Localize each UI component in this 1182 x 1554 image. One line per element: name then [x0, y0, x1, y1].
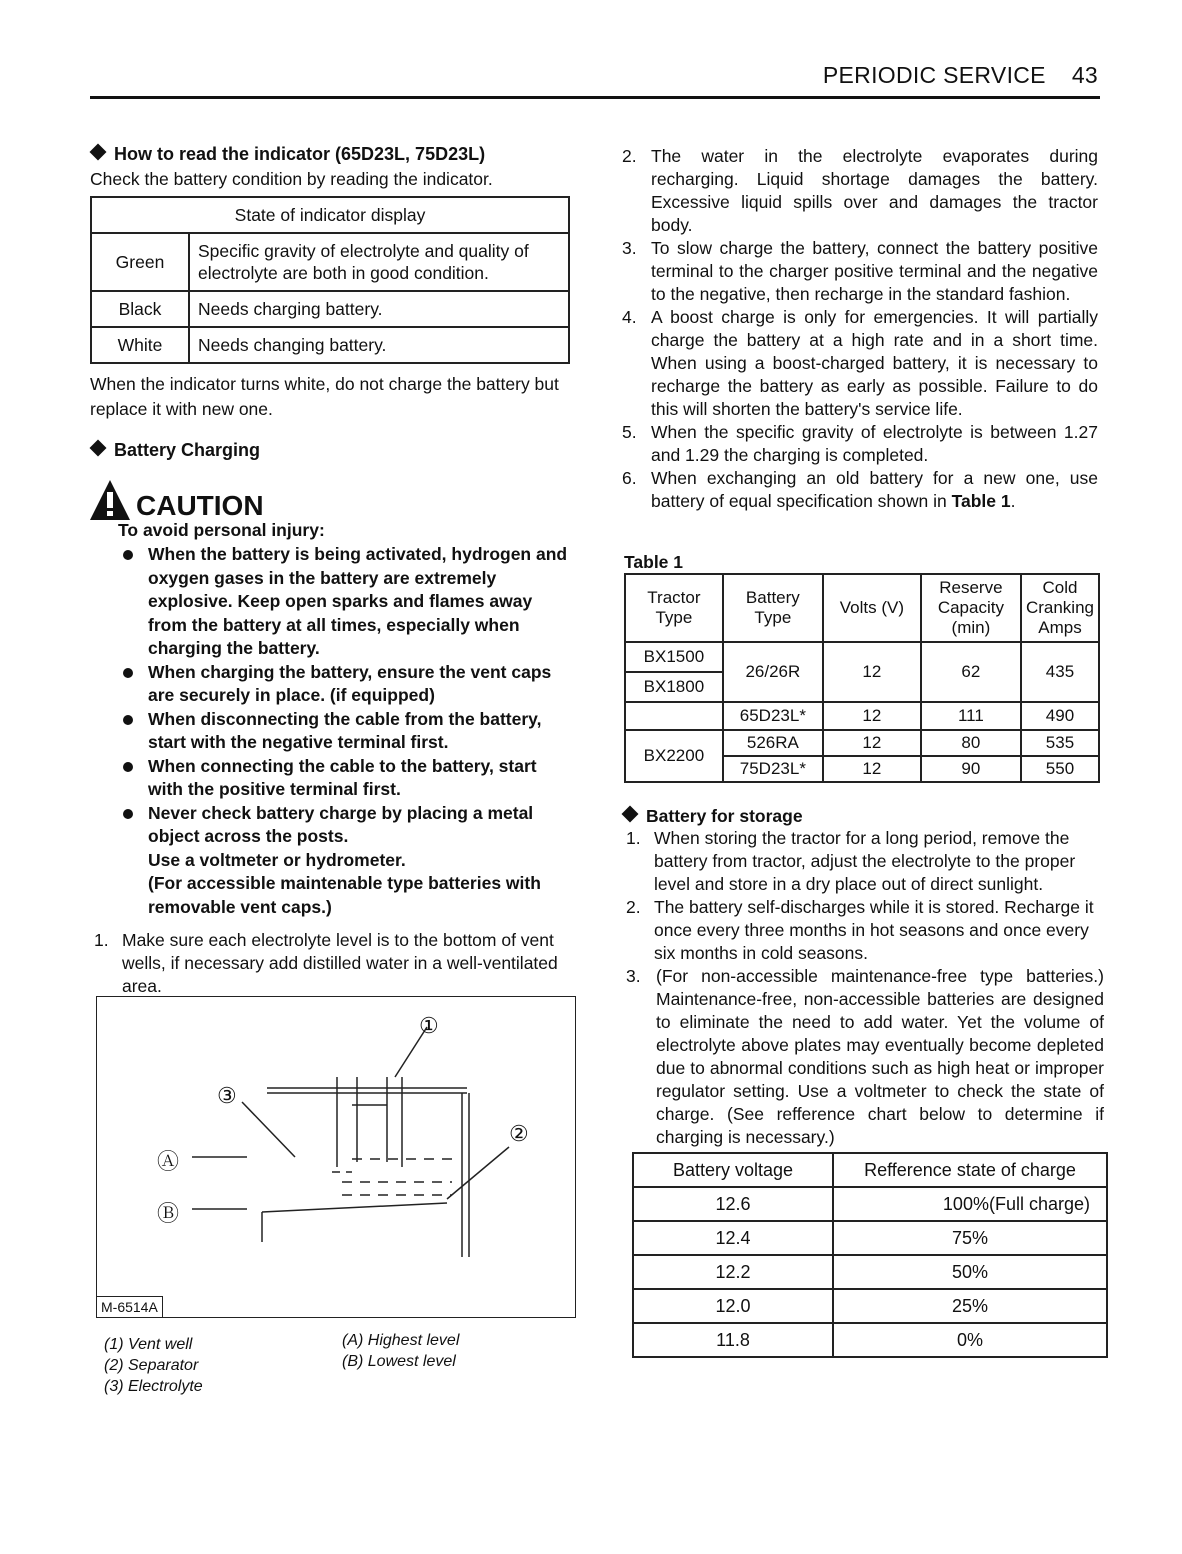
list-item: [148, 802, 570, 920]
step-number: 1.: [94, 930, 109, 950]
list-item: [622, 237, 1098, 306]
figure-code: M-6514A: [97, 1296, 163, 1317]
column-header: Volts (V): [823, 574, 921, 642]
page-header: [823, 62, 1098, 89]
battery-figure: [96, 996, 576, 1318]
volts: 12: [823, 702, 921, 730]
volts: 12: [823, 756, 921, 782]
list-item: [622, 145, 1098, 237]
step-text: A boost charge is only for emergencies. It will partially charge the battery at a high rate and in a short time. When using a boost-charged battery, it is necessary to recharge the battery as early as possible. Failure to do this will shorten the battery's service life.: [651, 307, 1098, 419]
volts: 12: [823, 730, 921, 756]
table-row: [633, 1255, 1107, 1289]
column-header: Reserve Capacity (min): [921, 574, 1021, 642]
caution-label: CAUTION: [136, 490, 264, 521]
callout-3: ③: [217, 1083, 237, 1108]
list-item: [626, 827, 1104, 896]
reserve-capacity: 80: [921, 730, 1021, 756]
step-number: 3.: [626, 966, 641, 986]
callout-1: ①: [419, 1013, 439, 1038]
table-ref: Table 1: [951, 491, 1011, 511]
cold-cranking: 535: [1021, 730, 1099, 756]
column-header: Cold Cranking Amps: [1021, 574, 1099, 642]
charge-state: 25%: [833, 1289, 1107, 1323]
step-number: 2.: [626, 897, 641, 917]
indicator-table: [90, 196, 570, 364]
tractor-cell: [625, 677, 723, 730]
bullet-extra: Use a voltmeter or hydrometer.: [148, 849, 406, 870]
indicator-heading: [90, 144, 485, 165]
battery-voltage: 12.0: [633, 1289, 833, 1323]
storage-steps: [626, 827, 1104, 1149]
callout-b: Ⓑ: [157, 1201, 180, 1226]
callout-2: ②: [509, 1121, 529, 1146]
indicator-desc: Needs charging battery.: [189, 291, 569, 327]
diamond-icon: [90, 144, 107, 161]
table-row: [633, 1289, 1107, 1323]
list-item: [622, 421, 1098, 467]
callout-a: Ⓐ: [157, 1149, 180, 1174]
indicator-color: Green: [91, 233, 189, 291]
indicator-desc: Specific gravity of electrolyte and quality of electrolyte are both in good condition.: [189, 233, 569, 291]
reserve-capacity: 62: [921, 642, 1021, 702]
caption: (3) Electrolyte: [104, 1378, 203, 1395]
column-header: Battery voltage: [633, 1153, 833, 1187]
charging-heading: [90, 440, 260, 461]
tractor-type: BX1800: [643, 677, 705, 696]
step-text: When the specific gravity of electrolyte is between 1.27 and 1.29 the charging is completed.: [651, 422, 1098, 465]
indicator-color: Black: [91, 291, 189, 327]
cold-cranking: 550: [1021, 756, 1099, 782]
section-title: PERIODIC SERVICE: [822, 62, 1046, 88]
indicator-note: When the indicator turns white, do not charge the battery but replace it with new one.: [90, 374, 559, 419]
charge-state: 50%: [833, 1255, 1107, 1289]
table-row: [91, 327, 569, 363]
list-item: When the battery is being activated, hydrogen and oxygen gases in the battery are extremely explosive. Keep open sparks and flames away from the battery at all times, especially when charging the battery.: [148, 543, 570, 661]
battery-type: 526RA: [723, 730, 823, 756]
charge-state-table: [632, 1152, 1108, 1358]
battery-voltage: 12.2: [633, 1255, 833, 1289]
table1-title: Table 1: [624, 552, 684, 572]
list-item: When charging the battery, ensure the vent caps are securely in place. (if equipped): [148, 661, 570, 708]
step-text: Make sure each electrolyte level is to the bottom of vent wells, if necessary add distilled water in a well-ventilated area.: [122, 930, 558, 996]
header-rule: [90, 96, 1100, 99]
list-item: [626, 965, 1104, 1149]
table-header-row: [625, 574, 1099, 642]
bullet-extra: (For accessible maintenable type batteries with removable vent caps.): [148, 873, 541, 917]
table-row: [91, 291, 569, 327]
step-number: 3.: [622, 238, 637, 258]
table1: [624, 573, 1100, 783]
step-number: 6.: [622, 468, 637, 488]
column-header: Refference state of charge: [833, 1153, 1107, 1187]
storage-title: Battery for storage: [646, 806, 803, 826]
page-number: 43: [1071, 62, 1098, 88]
table-header-row: [633, 1153, 1107, 1187]
caption: (2) Separator: [104, 1357, 199, 1374]
cold-cranking: 435: [1021, 642, 1099, 702]
battery-voltage: 12.4: [633, 1221, 833, 1255]
figure-captions-left: [104, 1334, 203, 1397]
column-header: Battery Type: [723, 574, 823, 642]
table-row: [625, 702, 1099, 730]
step-number: 2.: [622, 146, 637, 166]
charge-state: 100%(Full charge): [833, 1187, 1107, 1221]
storage-heading: [622, 806, 803, 827]
caption: (A) Highest level: [342, 1332, 460, 1349]
reserve-capacity: 90: [921, 756, 1021, 782]
list-item: When connecting the cable to the battery, start with the positive terminal first.: [148, 755, 570, 802]
step-text: (For non-accessible maintenance-free type batteries.) Maintenance-free, non-accessible batteries are designed to eliminate the need to add water. Yet the volume of electrolyte above plates may eventually become depleted due to abnormal conditions such as high heat or improper regulator setting. Use a voltmeter to check the state of charge. (See refference chart below to determine if charging is necessary.): [656, 966, 1104, 1147]
table-row: [633, 1187, 1107, 1221]
charging-title: Battery Charging: [114, 440, 261, 460]
table-row: [633, 1221, 1107, 1255]
figure-captions-right: [342, 1330, 459, 1372]
cold-cranking: 490: [1021, 702, 1099, 730]
table-row: [625, 730, 1099, 756]
table-row: [91, 233, 569, 291]
diamond-icon: [622, 806, 639, 823]
battery-type: 75D23L*: [723, 756, 823, 782]
tractor-type: BX1500: [626, 643, 722, 673]
indicator-intro: Check the battery condition by reading the indicator.: [90, 169, 493, 189]
indicator-color: White: [91, 327, 189, 363]
caution-intro: To avoid personal injury:: [118, 520, 325, 540]
table-row: [633, 1323, 1107, 1357]
list-item: [622, 467, 1098, 513]
indicator-table-header: State of indicator display: [91, 197, 569, 233]
volts: 12: [823, 642, 921, 702]
caption: (B) Lowest level: [342, 1353, 456, 1370]
tractor-type: BX2200: [625, 730, 723, 782]
caption: (1) Vent well: [104, 1336, 193, 1353]
caution-list: [148, 543, 570, 919]
step-number: 1.: [626, 828, 641, 848]
warning-icon: [88, 478, 132, 522]
charge-state: 0%: [833, 1323, 1107, 1357]
list-item: [622, 306, 1098, 421]
battery-voltage: 12.6: [633, 1187, 833, 1221]
bullet-text: Never check battery charge by placing a metal object across the posts.: [148, 802, 534, 846]
battery-type: 65D23L*: [723, 702, 823, 730]
step-text: When exchanging an old battery for a new one, use battery of equal specification shown in: [651, 468, 1098, 511]
step-text: .: [1010, 491, 1016, 511]
indicator-desc: Needs changing battery.: [189, 327, 569, 363]
reserve-capacity: 111: [921, 702, 1021, 730]
list-item: [626, 896, 1104, 965]
step-text: The battery self-discharges while it is stored. Recharge it once every three months in hot seasons and once every six months in cold seasons.: [654, 897, 1094, 963]
step-number: 5.: [622, 422, 637, 442]
right-steps: [622, 145, 1098, 513]
diamond-icon: [90, 440, 107, 457]
battery-type: 26/26R: [723, 642, 823, 702]
step-1: [94, 929, 570, 998]
step-text: When storing the tractor for a long period, remove the battery from tractor, adjust the electrolyte to the proper level and store in a dry place out of direct sunlight.: [654, 828, 1076, 894]
indicator-title: How to read the indicator (65D23L, 75D23L): [114, 144, 486, 164]
column-header: Tractor Type: [625, 574, 723, 642]
step-text: The water in the electrolyte evaporates during recharging. Liquid shortage damages the battery. Excessive liquid spills over and damages the tractor body.: [651, 146, 1098, 235]
step-number: 4.: [622, 307, 637, 327]
step-text: To slow charge the battery, connect the battery positive terminal to the charger positive terminal and the negative to the negative, then recharge in the standard fashion.: [651, 238, 1098, 304]
battery-voltage: 11.8: [633, 1323, 833, 1357]
charge-state: 75%: [833, 1221, 1107, 1255]
list-item: When disconnecting the cable from the battery, start with the negative terminal first.: [148, 708, 570, 755]
